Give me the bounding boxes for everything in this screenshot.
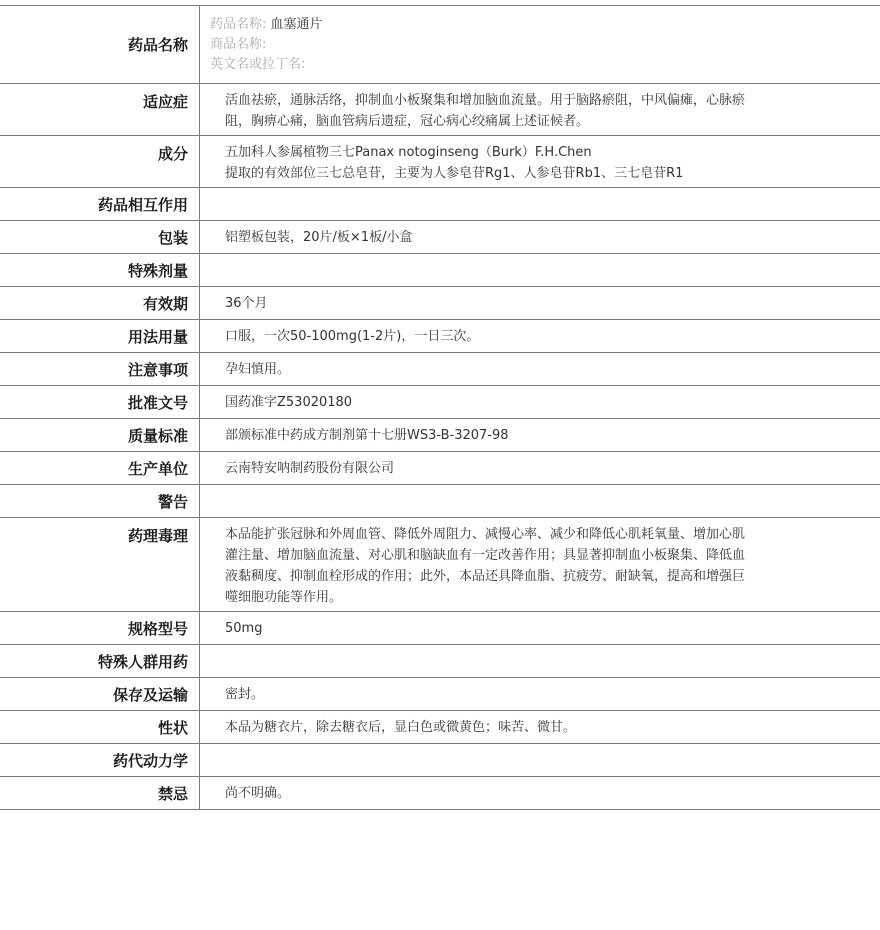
quality-standard-value: 部颁标准中药成方制剂第十七册WS3-B-3207-98 <box>225 428 509 443</box>
approval-number-row <box>0 386 880 419</box>
shelf-life-row <box>0 287 880 320</box>
precautions-value: 孕妇慎用。 <box>225 362 291 377</box>
contraindications-label: 禁忌 <box>0 777 200 809</box>
indications-row <box>0 84 880 136</box>
manufacturer-row <box>0 452 880 485</box>
manufacturer-value: 云南特安呐制药股份有限公司 <box>225 461 395 476</box>
packaging-value: 铝塑板包装，20片/板×1板/小盒 <box>225 230 413 245</box>
special-dosage-label: 特殊剂量 <box>0 254 200 286</box>
specification-value: 50mg <box>225 621 263 636</box>
special-dosage-value <box>200 254 880 286</box>
pharmacology-toxicology-row <box>0 518 880 612</box>
warning-value <box>200 485 880 517</box>
ingredients-row <box>0 136 880 188</box>
quality-standard-row <box>0 419 880 452</box>
storage-transport-label: 保存及运输 <box>0 678 200 710</box>
specification-row <box>0 612 880 645</box>
specification-label: 规格型号 <box>0 612 200 644</box>
pharmacokinetics-label: 药代动力学 <box>0 744 200 776</box>
manufacturer-label: 生产单位 <box>0 452 200 484</box>
ingredients-label: 成分 <box>0 136 200 187</box>
contraindications-row <box>0 777 880 810</box>
ingredients-value: 五加科人参属植物三七Panax notoginseng（Burk）F.H.Chen 提取的有效部位三七总皂苷，主要为人参皂苷Rg1、人参皂苷Rb1、三七皂苷R1 <box>225 145 684 181</box>
appearance-row <box>0 711 880 744</box>
precautions-row <box>0 353 880 386</box>
pharmacokinetics-value <box>200 744 880 776</box>
shelf-life-label: 有效期 <box>0 287 200 319</box>
drug-name-line <box>210 15 323 35</box>
packaging-label: 包装 <box>0 221 200 253</box>
special-populations-label: 特殊人群用药 <box>0 645 200 677</box>
storage-transport-value: 密封。 <box>225 687 265 702</box>
appearance-value: 本品为糖衣片，除去糖衣后，显白色或微黄色；味苦、微甘。 <box>225 720 577 735</box>
indications-label: 适应症 <box>0 84 200 135</box>
drug-name-label: 药品名称 <box>0 6 200 83</box>
english-name-key: 英文名或拉丁名: <box>210 57 306 72</box>
drug-name-block <box>200 6 323 83</box>
drug-name-value: 血塞通片 <box>270 17 323 32</box>
usage-dosage-value: 口服，一次50-100mg(1-2片)，一日三次。 <box>225 329 480 344</box>
pharmacology-toxicology-label: 药理毒理 <box>0 518 200 611</box>
precautions-label: 注意事项 <box>0 353 200 385</box>
special-populations-value <box>200 645 880 677</box>
shelf-life-value: 36个月 <box>225 296 268 311</box>
contraindications-value: 尚不明确。 <box>225 786 291 801</box>
indications-value: 活血祛瘀，通脉活络，抑制血小板聚集和增加脑血流量。用于脑路瘀阻，中风偏瘫，心脉瘀 阻，胸痹心痛，脑血管病后遗症，冠心病心绞痛属上述证候者。 <box>225 93 746 129</box>
storage-transport-row <box>0 678 880 711</box>
packaging-row <box>0 221 880 254</box>
trade-name-key: 商品名称: <box>210 37 267 52</box>
usage-dosage-label: 用法用量 <box>0 320 200 352</box>
pharmacokinetics-row <box>0 744 880 777</box>
approval-number-label: 批准文号 <box>0 386 200 418</box>
approval-number-value: 国药准字Z53020180 <box>225 395 353 410</box>
drug-name-key: 药品名称: <box>210 17 267 32</box>
drug-name-row <box>0 6 880 84</box>
drug-info-table <box>0 5 880 810</box>
usage-dosage-row <box>0 320 880 353</box>
appearance-label: 性状 <box>0 711 200 743</box>
quality-standard-label: 质量标准 <box>0 419 200 451</box>
warning-label: 警告 <box>0 485 200 517</box>
drug-interactions-label: 药品相互作用 <box>0 188 200 220</box>
warning-row <box>0 485 880 518</box>
special-populations-row <box>0 645 880 678</box>
drug-interactions-row <box>0 188 880 221</box>
drug-interactions-value <box>200 188 880 220</box>
special-dosage-row <box>0 254 880 287</box>
pharmacology-toxicology-value: 本品能扩张冠脉和外周血管、降低外周阻力、减慢心率、减少和降低心肌耗氧量、增加心肌 灌注量、增加脑血流量、对心肌和脑缺血有一定改善作用；具显著抑制血小板聚集、降低血 液黏稠度、抑制血栓形成的作用；此外，本品还具降血脂、抗疲劳、耐缺氧，提高和增强巨 噬细胞功能等作用。 <box>225 527 746 605</box>
